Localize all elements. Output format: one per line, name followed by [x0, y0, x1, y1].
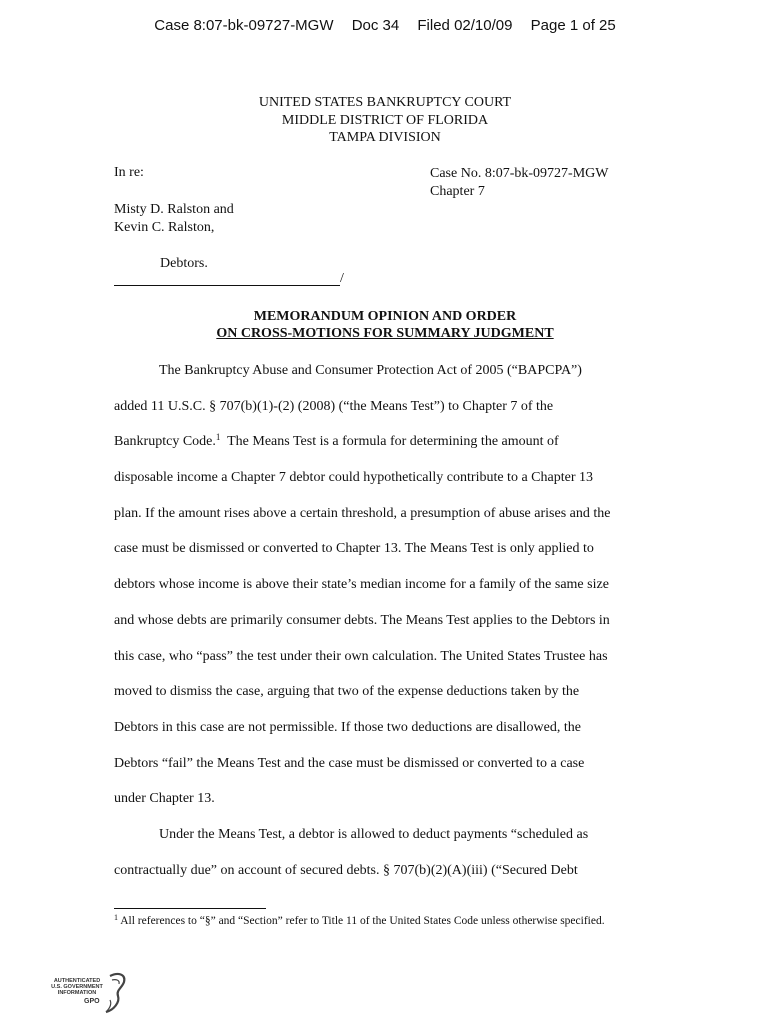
footnote-rule [114, 908, 266, 909]
court-heading [0, 94, 770, 147]
footnote-text: All references to “§” and “Section” refer to Title 11 of the United States Code unless otherwise specified. [118, 915, 605, 927]
seal-line-3: INFORMATION [57, 990, 97, 997]
body-line: debtors whose income is above their state’s median income for a family of the same size [114, 577, 609, 593]
debtor-name-1: Misty D. Ralston and [114, 202, 234, 217]
case-number-header: Case 8:07-bk-09727-MGW [154, 17, 334, 34]
footnote [114, 915, 605, 927]
chapter-label: Chapter 7 [430, 184, 485, 199]
body-line: Debtors in this case are not permissible. If those two deductions are disallowed, the [114, 719, 581, 735]
court-name: UNITED STATES BANKRUPTCY COURT [258, 95, 512, 110]
case-number: Case No. 8:07-bk-09727-MGW [430, 166, 609, 181]
debtors-label: Debtors. [160, 256, 208, 271]
filed-date-header: Filed 02/10/09 [417, 17, 513, 34]
body-line: plan. If the amount rises above a certain threshold, a presumption of abuse arises and the [114, 505, 611, 521]
caption-slash: / [340, 271, 344, 286]
case-info [430, 165, 608, 201]
in-re-label: In re: [114, 165, 144, 180]
body-line: contractually due” on account of secured debts. § 707(b)(2)(A)(iii) (“Secured Debt [114, 862, 578, 878]
document-title [0, 308, 770, 342]
body-line-part: Bankruptcy Code. [114, 434, 216, 450]
body-line: case must be dismissed or converted to Chapter 13. The Means Test is only applied to [114, 541, 594, 557]
body-line: and whose debts are primarily consumer debts. The Means Test applies to the Debtors in [114, 612, 610, 628]
court-division: TAMPA DIVISION [329, 130, 441, 145]
body-line: this case, who “pass” the test under their own calculation. The United States Trustee has [114, 648, 608, 664]
page-indicator-header: Page 1 of 25 [530, 17, 616, 34]
body-text [114, 363, 656, 898]
debtor-name-2: Kevin C. Ralston, [114, 220, 215, 235]
doc-number-header: Doc 34 [351, 17, 400, 34]
page-header [0, 17, 770, 34]
body-line: Debtors “fail” the Means Test and the case must be dismissed or converted to a case [114, 755, 585, 771]
body-line: The Bankruptcy Abuse and Consumer Protection Act of 2005 (“BAPCPA”) [159, 363, 582, 378]
caption-rule [114, 285, 340, 286]
seal-gpo: GPO [84, 998, 100, 1005]
footnote-number: 1 [114, 913, 118, 922]
body-line [114, 434, 656, 470]
body-line: Under the Means Test, a debtor is allowed to deduct payments “scheduled as [159, 826, 589, 842]
footnote-ref[interactable]: 1 [215, 432, 221, 443]
seal-text [44, 978, 110, 997]
title-line-2: ON CROSS-MOTIONS FOR SUMMARY JUDGMENT [216, 326, 554, 341]
gpo-authentication-seal [40, 970, 135, 1018]
title-line-1: MEMORANDUM OPINION AND ORDER [253, 309, 517, 324]
body-line: disposable income a Chapter 7 debtor could hypothetically contribute to a Chapter 13 [114, 470, 593, 486]
seal-line-2: U.S. GOVERNMENT [51, 984, 103, 991]
body-line: moved to dismiss the case, arguing that two of the expense deductions taken by the [114, 684, 580, 700]
debtor-names [114, 201, 234, 237]
court-district: MIDDLE DISTRICT OF FLORIDA [281, 112, 489, 128]
seal-line-1: AUTHENTICATED [53, 978, 101, 984]
body-line-part: The Means Test is a formula for determining the amount of [220, 434, 559, 450]
body-line: added 11 U.S.C. § 707(b)(1)-(2) (2008) (“the Means Test”) to Chapter 7 of the [114, 398, 554, 414]
body-line: under Chapter 13. [114, 791, 215, 807]
